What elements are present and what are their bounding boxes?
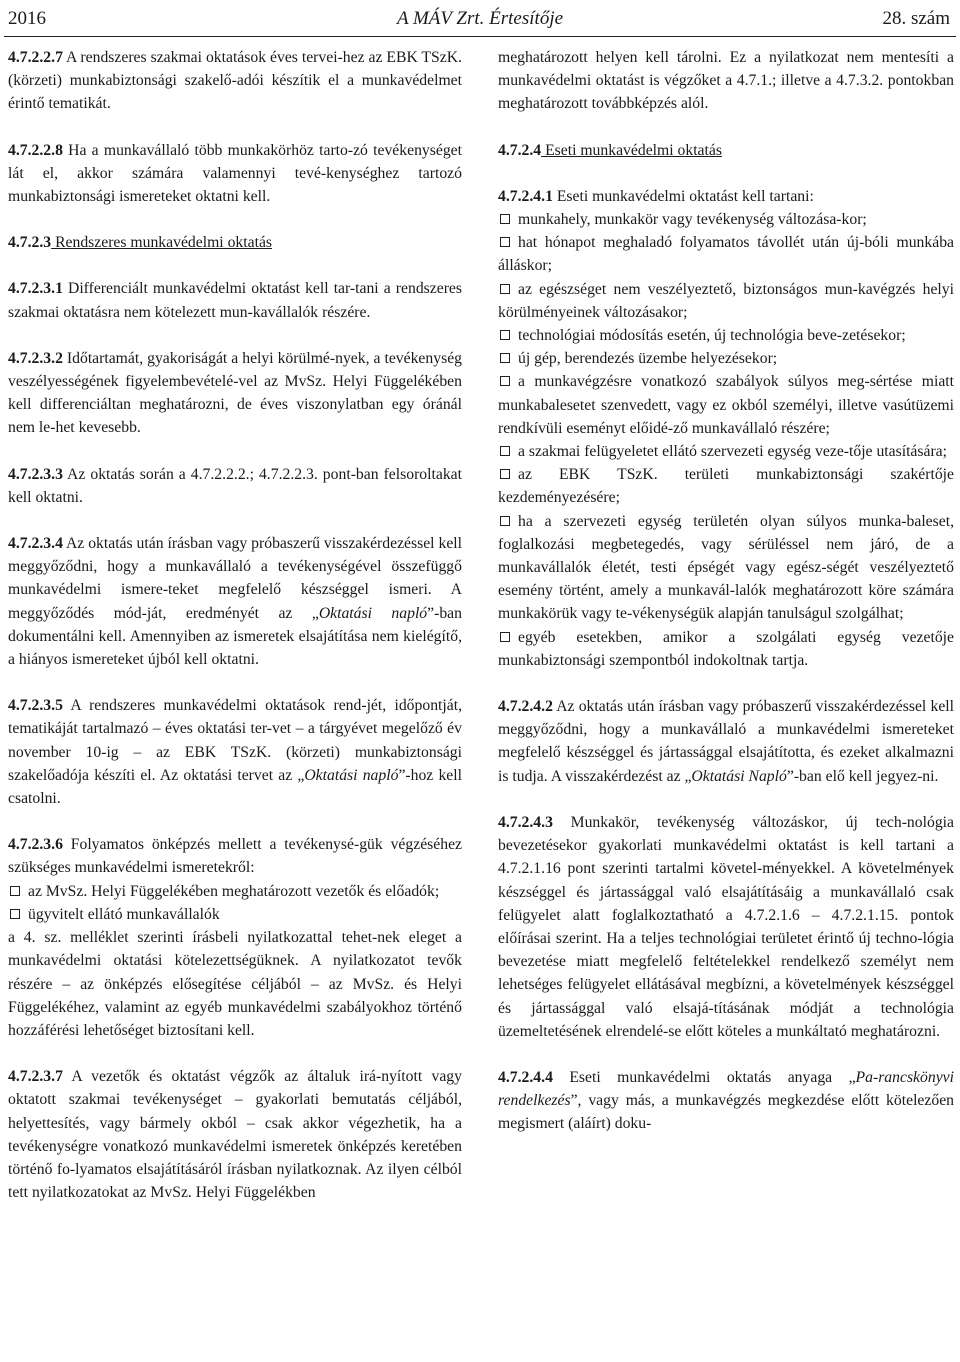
paragraph-4-7-2-3-3 xyxy=(8,463,462,509)
checkbox-bullet-icon xyxy=(500,516,510,526)
paragraph-4-7-2-3-1 xyxy=(8,277,462,323)
paragraph-text: Folyamatos önképzés mellett a tevékenysé-gük végzéséhez szükséges munkavédelmi ismeretekről: xyxy=(8,836,462,877)
italic-term: Oktatási napló xyxy=(318,604,428,622)
section-number: 4.7.2.3.1 xyxy=(8,280,63,298)
section-number: 4.7.2.2.8 xyxy=(8,141,63,159)
bullet-text: az EBK TSzK. területi munkabiztonsági szakértője kezdeményezésére; xyxy=(498,466,954,507)
checkbox-bullet-icon xyxy=(500,446,510,456)
italic-term: Oktatási Napló xyxy=(691,767,787,785)
section-number: 4.7.2.3.3 xyxy=(8,465,63,483)
section-number: 4.7.2.4.1 xyxy=(498,187,553,205)
section-heading-text: Rendszeres munkavédelmi oktatás xyxy=(51,234,273,252)
section-number: 4.7.2.4.3 xyxy=(498,813,553,831)
paragraph-text: Időtartamát, gyakoriságát a helyi körülmé-nyek, a tevékenység veszélyességének figyelembevételé-vel az MvSz. Helyi Függelékében kell differenciáltan meghatározni, de éves viszonylatban egy óránál nem le-het kevesebb. xyxy=(8,349,462,437)
bullet-text: ügyvitelt ellátó munkavállalók xyxy=(28,905,220,923)
paragraph-continuation: meghatározott helyen kell tárolni. Ez a nyilatkozat nem mentesíti a munkavédelmi oktatást is végzőket a 4.7.1.; illetve a 4.7.3.2. pontokban meghatározott továbbképzés alól. xyxy=(498,49,954,113)
paragraph-4-7-2-3-7 xyxy=(8,1065,462,1204)
section-number: 4.7.2.3.7 xyxy=(8,1068,63,1086)
section-number: 4.7.2.4 xyxy=(498,141,542,159)
paragraph-4-7-2-4-2 xyxy=(498,695,954,788)
bullet-text: a szakmai felügyeletet ellátó szervezeti egység veze-tője utasítására; xyxy=(518,443,948,461)
header-issue-number: 28. szám xyxy=(882,8,950,29)
checkbox-bullet-icon xyxy=(500,237,510,247)
paragraph-4-7-2-2-8 xyxy=(8,139,462,209)
paragraph-text: Differenciált munkavédelmi oktatást kell tar-tani a rendszeres szakmai oktatásra nem kötelezett mun-kavállalók részére. xyxy=(8,280,462,321)
bullet-text: az egészséget nem veszélyeztető, biztonságos mun-kavégzés helyi körülményeinek változásakor; xyxy=(498,280,954,321)
bullet-text: a munkavégzésre vonatkozó szabályok súlyos meg-sértése miatt munkabalesetet szenvedett, vagy ez okból személyi, illetve vasútüzemi rendkívüli eseményt előidé-ző munkavállaló részére; xyxy=(498,373,954,437)
italic-term: Pa-rancskönyvi rendelkezés xyxy=(498,1068,954,1110)
paragraph-text: a 4. sz. melléklet szerinti írásbeli nyilatkozattal tehet-nek eleget a munkavédelmi oktatási kötelezettségüknek. A nyilatkozatot tevők részére – az önképzés elősegítése céljából – az MvSz. és Helyi Függelékéhez, valamint az egyéb munkavédelmi szabályokhoz történő hozzáférési lehetőséget biztosítani kell. xyxy=(8,929,462,1039)
paragraph-text: ”-ban dokumentálni kell. Amennyiben az ismeretek elsajátítása nem kielégítő, a hiányos ismereteket újból kell oktatni. xyxy=(8,604,462,669)
section-number: 4.7.2.3.5 xyxy=(8,697,63,715)
checkbox-bullet-icon xyxy=(500,353,510,363)
paragraph-4-7-2-3-5 xyxy=(8,694,462,810)
checkbox-bullet-icon xyxy=(10,886,20,896)
paragraph-4-7-2-4-4 xyxy=(498,1066,954,1136)
checkbox-bullet-icon xyxy=(500,214,510,224)
paragraph-text: Munkakör, tevékenység változáskor, új tech-nológia bevezetésekor gyakorlati munkavédelmi oktatást is kell tartani a 4.7.2.1.16 pont szerinti tartalmi követel-ményekkel. A követelmények készséggel és jártassággal való elsajátításáig a munkavállaló csak felügyelet alatt foglalkoztatható a 4.7.2.1.6 – 4.7.2.1.15. pontok előírásai szerint. Ha a teljes technológiai területet érintő új techno-lógia bevezetése miatt megfelelő feltételekkel rendelkező személyt nem lehetséges felügyelet ellátásával megbízni, a követelmények készséggel és jártassággal való elsajá-tításának módját a technológia üzemeltetésének elrendelé-se előtt köteles a munkáltató meghatározni. xyxy=(498,813,954,1040)
bullet-text: az MvSz. Helyi Függelékében meghatározott vezetők és előadók; xyxy=(28,882,440,900)
checkbox-bullet-icon xyxy=(500,632,510,642)
header-year: 2016 xyxy=(8,8,46,29)
paragraph-text: A rendszeres szakmai oktatások éves tervei-hez az EBK TSzK. (körzeti) munkabiztonsági szakelő-adói készítik el a munkavédelmet érintő tematikát. xyxy=(8,49,462,113)
bullet-text: egyéb esetekben, amikor a szolgálati egység vezetője munkabiztonsági szempontból indokoltnak tartja. xyxy=(498,628,954,669)
paragraph-4-7-2-4-1 xyxy=(498,185,954,672)
paragraph-text: Ha a munkavállaló több munkakörhöz tarto-zó tevékenységet lát el, akkor számára valamennyi tevé-kenységhez tartozó munkabiztonsági ismereteket oktatni kell. xyxy=(8,141,462,206)
section-number: 4.7.2.3 xyxy=(8,234,52,252)
checkbox-bullet-icon xyxy=(500,330,510,340)
paragraph-text: Az oktatás után írásban vagy próbaszerű visszakérdezéssel kell meggyőződni, hogy a munkavállaló a tevékenységével összefüggő munkavédelmi ismere-teket megfelelő készséggel ismeri. A meggyőződés mód-ját, eredményét az „ xyxy=(8,535,462,622)
header-publication-title: A MÁV Zrt. Értesítője xyxy=(396,8,564,29)
paragraph-4-7-2-3-2 xyxy=(8,347,462,440)
checkbox-bullet-icon xyxy=(500,376,510,386)
paragraph-text: Az oktatás során a 4.7.2.2.2.; 4.7.2.2.3. pont-ban felsoroltakat kell oktatni. xyxy=(8,465,462,506)
right-column xyxy=(498,46,954,1136)
page-header xyxy=(4,0,956,37)
paragraph-text: ”, vagy más, a munkavégzés megkezdése előtt kötelezően megismert (aláírt) doku- xyxy=(498,1092,954,1133)
bullet-text: munkahely, munkakör vagy tevékenység változása-kor; xyxy=(518,211,867,229)
paragraph-text: A rendszeres munkavédelmi oktatások rend-jét, időpontját, tematikáját tartalmazó – éves oktatási ter-vet – a tárgyévet megelőző év november 10-ig – az EBK TSzK. (körzeti) munkabiztonsági szakelőadója készíti el. Az oktatási tervet az „ xyxy=(8,697,462,784)
section-number: 4.7.2.4.2 xyxy=(498,698,553,716)
section-number: 4.7.2.3.2 xyxy=(8,349,63,367)
checkbox-bullet-icon xyxy=(500,284,510,294)
paragraph-4-7-2-3-4 xyxy=(8,532,462,671)
checkbox-bullet-icon xyxy=(500,469,510,479)
paragraph-text: A vezetők és oktatást végzők az általuk irá-nyított vagy oktatott szakmai tevékenységet – gyakorlati bemutatás céljából, helyettesítés, vagy bármely okból – csak akkor végezhetik, ha a tevékenységre vonatkozó munkavédelmi ismeretek önképzés keretében történő fo-lyamatos elsajátításáról írásban nyilatkoznak. Az ilyen célból tett nyilatkozatokat az MvSz. Helyi Függelékben xyxy=(8,1068,462,1202)
bullet-text: technológiai módosítás esetén, új technológia beve-zetésekor; xyxy=(518,327,906,345)
paragraph-4-7-2-4-3 xyxy=(498,811,954,1043)
paragraph-text: Eseti munkavédelmi oktatást kell tartani: xyxy=(552,187,814,205)
paragraph-text: Eseti munkavédelmi oktatás anyaga „ xyxy=(552,1068,856,1086)
section-number: 4.7.2.4.4 xyxy=(498,1068,553,1086)
left-column xyxy=(8,46,462,1204)
section-number: 4.7.2.3.4 xyxy=(8,535,63,553)
paragraph-text: Az oktatás után írásban vagy próbaszerű visszakérdezéssel kell meggyőződni, hogy a munkavállaló a munkavédelmi ismereteket megfelelő készséggel és jártassággal elsajátította, és ezeket alkalmazni is tudja. A visszakérdezést az „ xyxy=(498,698,954,785)
paragraph-4-7-2-3-6 xyxy=(8,833,462,1042)
paragraph-text: ”-hoz kell csatolni. xyxy=(8,766,462,808)
bullet-text: ha a szervezeti egység területén olyan súlyos munka-baleset, foglalkozási megbetegedés, vagy sérüléssel nem járó, de a munkavállalók életét, testi épségét vagy egész-ségét veszélyeztető esemény történt, amely a munkavál-lalók meghatározott köre számára munkakörük vagy te-vékenységük alapján tanulságul szolgálhat; xyxy=(498,512,954,623)
section-number: 4.7.2.3.6 xyxy=(8,836,63,854)
bullet-text: új gép, berendezés üzembe helyezésekor; xyxy=(518,350,778,368)
paragraph-text: ”-ban elő kell jegyez-ni. xyxy=(786,767,939,785)
italic-term: Oktatási napló xyxy=(304,766,399,784)
section-heading-text: Eseti munkavédelmi oktatás xyxy=(541,141,722,159)
section-heading-4-7-2-4 xyxy=(498,139,954,162)
bullet-text: hat hónapot meghaladó folyamatos távollét után új-bóli munkába álláskor; xyxy=(498,234,954,275)
paragraph-4-7-2-2-7 xyxy=(8,46,462,116)
checkbox-bullet-icon xyxy=(10,909,20,919)
section-number: 4.7.2.2.7 xyxy=(8,49,63,66)
section-heading-4-7-2-3 xyxy=(8,231,462,254)
